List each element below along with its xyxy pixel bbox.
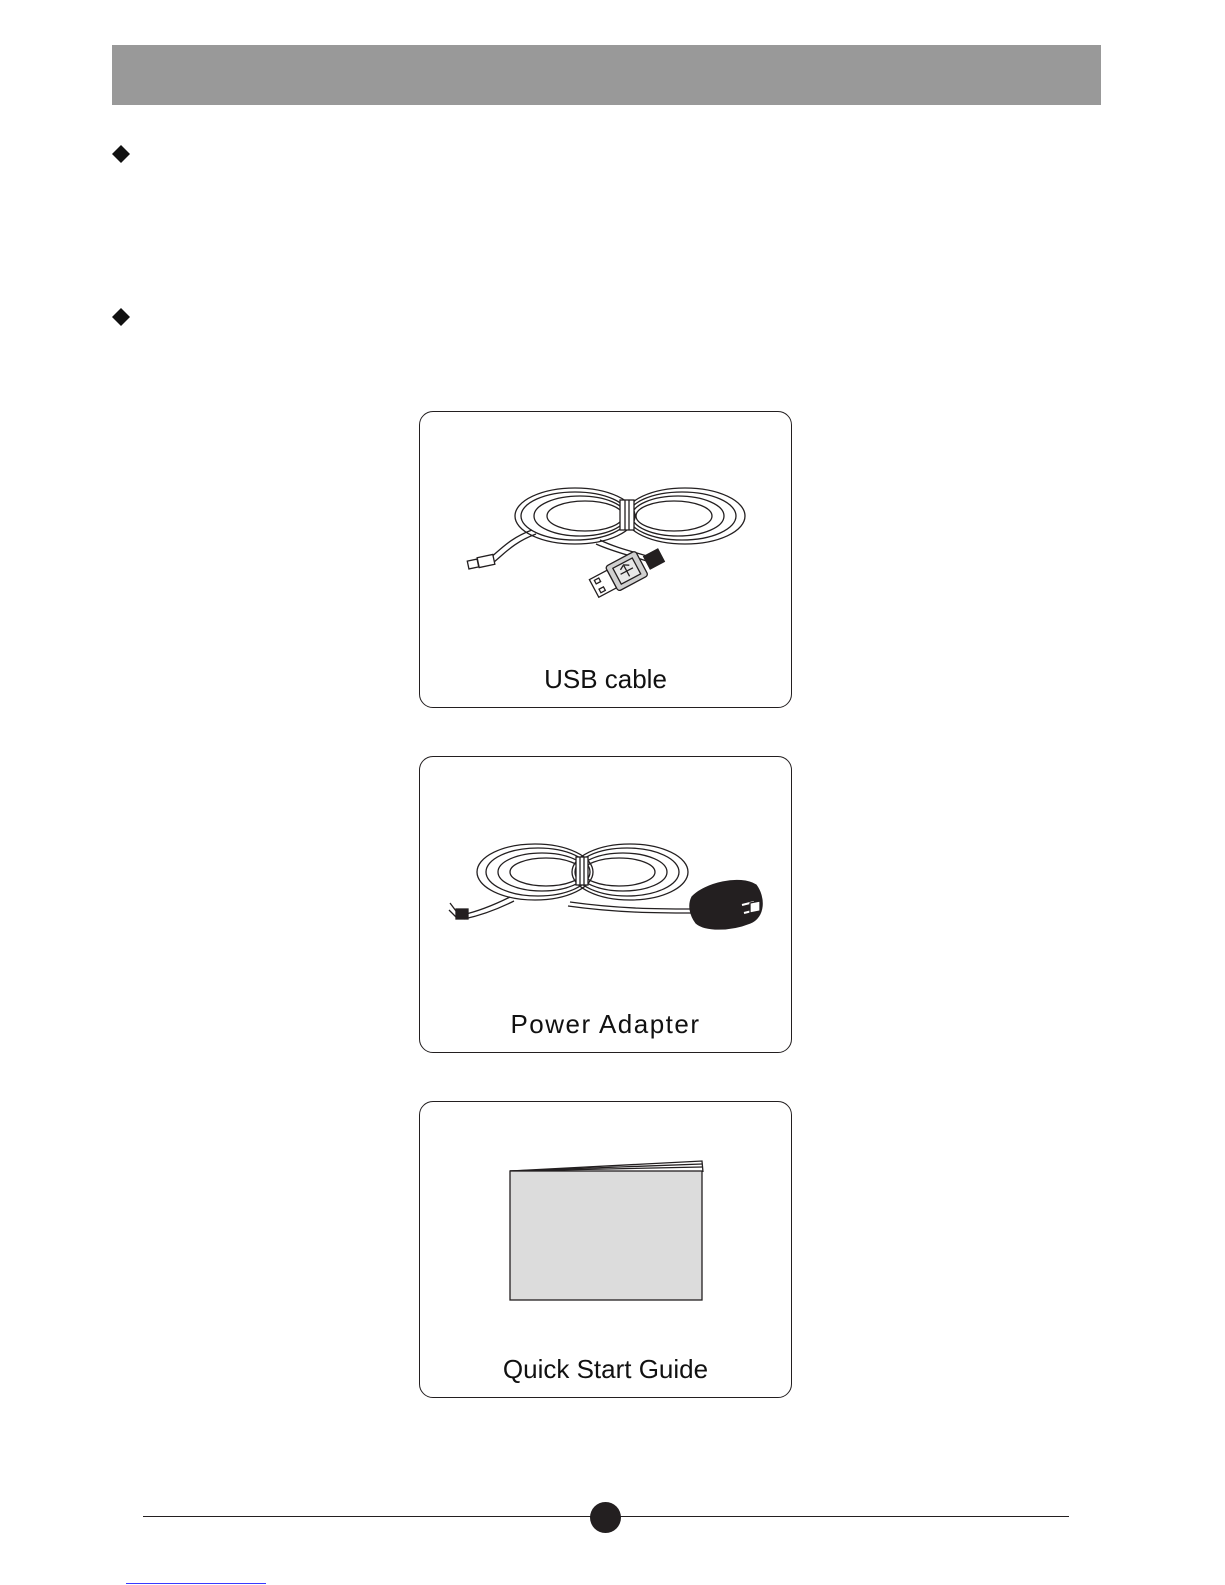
page-number-dot	[590, 1502, 621, 1533]
accessory-card-power-adapter	[419, 756, 792, 1053]
accessory-label: Quick Start Guide	[502, 1354, 709, 1384]
section-header-bar	[112, 45, 1101, 105]
accessory-label: Power Adapter	[510, 1009, 701, 1039]
footer-link-underline	[126, 1583, 266, 1584]
diamond-bullet-icon	[111, 307, 131, 327]
booklet-icon	[420, 1102, 793, 1342]
accessory-label: USB cable	[544, 664, 667, 694]
accessory-card-usb-cable	[419, 411, 792, 708]
diamond-bullet-icon	[111, 144, 131, 164]
accessory-card-quick-start-guide	[419, 1101, 792, 1398]
usb-cable-icon	[420, 412, 793, 652]
power-adapter-icon	[420, 757, 793, 997]
